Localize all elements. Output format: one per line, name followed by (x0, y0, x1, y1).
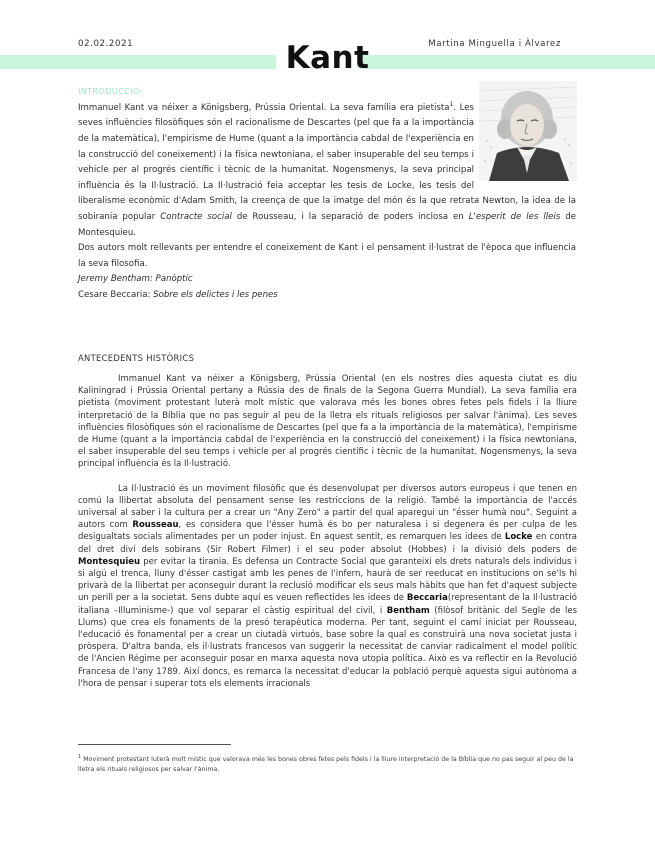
intro-section (78, 97, 576, 304)
p2-text-a: La Il·lustració és un moviment filosòfic que és desenvolupat per diversos autors europeus i que tenen en comú la llibertat absoluta del pensament sense les restriccions de la religió. També la importància de l'accés universal al saber i la cultura per a crear un "Any Zero" a partir del qual aparegui un "ésser humà nou". Seguint a autors com (78, 483, 577, 531)
ref2-author: Cesare Beccaria: (78, 289, 154, 300)
ref2-work: Sobre els delictes i les penes (153, 289, 278, 300)
intro-p2: Dos autors molt rellevants per entendre el coneixement de Kant i el pensament il·lustrat de l'època que influencia la seva filosofia. (78, 243, 576, 269)
footnote-divider (78, 744, 231, 745)
p2-text-f: (filòsof britànic del Segle de les Llums) que crea els fonaments de la presó terapèutica moderna. Per tant, seguint el camí iniciat per Rousseau, l'educació és fonamental per a crear un ciutadà virtuós, base sobre la qual es construirà una nova societat justa i pròspera. D'altra banda, els il·lustrats francesos van suggerir la necessitat de canviar radicalment el model polític de l'Ancien Régime per aconseguir posar en marxa aquesta nova utopia política. Això es va reflectir en la Revolució Francesa de l'any 1789. Així doncs, es remarca la necessitat d'educar la població perquè aquesta sigui autònoma a l'hora de pensar i superar tots els elements irracionals (78, 605, 578, 689)
intro-heading: INTRODUCCIÓ: (78, 86, 143, 96)
p2-text-d: per evitar la tirania. Es defensa un Contracte Social que garanteixi els drets naturals dels individus i si algú el trenca, lluny d'ésser castigat amb les penes de l'infern, haurà de ser reeducat en institucions on se'ls hi privarà de la llibertat per aconseguir durant la reclusió modificar els seus mals hàbits que han fet d'aquest subjecte un perill per a la societat. Sens dubte aquí es veuen reflectides les idees de (78, 556, 577, 604)
reference-bentham (78, 272, 576, 288)
document-author: Martina Minguella i Àlvarez (428, 39, 561, 49)
page-title: Kant (285, 40, 370, 76)
intro-p1-a: Immanuel Kant va néixer a Königsberg, Prússia Oriental. La seva família era pietista (78, 102, 450, 113)
ref1-author: Jeremy Bentham: (78, 274, 156, 285)
p2-text-e: (representant de la Il·lustració italiana –Illuminisme-) que vol separar el càstig espiritual del civil, i (78, 593, 577, 616)
antecedents-p1: Immanuel Kant va néixer a Königsberg, Prússia Oriental (en els nostres dies aquesta ciutat es diu Kaliningrad i Prússia Oriental pertany a Rússia des de finals de la Segona Guerra Mundial). La seva família era pietista (moviment protestant luterà molt místic que valorava més les bones obres fetes pels fidels i la lliure interpretació de la Bíblia que no pas seguir al peu de la lletra els rituals religiosos per salvar l'ànima). Les seves influències filosòfiques són el racionalisme de Descartes (pel que fa a la importància de la matemàtica), l'empirisme de Hume (quant a la importància cabdal de l'experiència en la construcció del coneixement) i la física newtoniana, el saber insuperable del seu temps i vehicle per al progrés científic i tècnic de la humanitat. Nogensmenys, la seva principal influència és la Il·lustració. (78, 374, 577, 470)
name-bentham: Bentham (386, 605, 430, 616)
esperit-lleis-title: L'esperit de les lleis (468, 212, 561, 223)
antecedents-section (78, 373, 577, 702)
name-montesquieu: Montesquieu (78, 556, 141, 567)
name-rousseau: Rousseau (132, 520, 179, 531)
footnote-ref[interactable]: 1 (449, 101, 454, 108)
portrait-space (474, 97, 576, 183)
contracte-social-title: Contracte social (160, 212, 232, 223)
footnote-mark: 1 (78, 754, 82, 760)
document-date: 02.02.2021 (78, 39, 134, 49)
intro-p1-c: de Rousseau, i la separació de poders inclosa en (231, 212, 469, 223)
p2-text-b: , es considera que l'ésser humà és bo per naturalesa i si degenera és per culpa de les desigualtats socials alimentades per un poder injust. En aquest sentit, es remarquen les idees de (78, 520, 577, 543)
footnote (78, 752, 577, 775)
antecedents-heading: ANTECEDENTS HISTÒRICS (78, 353, 195, 363)
ref1-work: Panòptic (155, 274, 193, 285)
name-locke: Locke (504, 532, 533, 543)
intro-p1-d: de Montesquieu. (78, 212, 577, 238)
reference-beccaria (78, 288, 576, 304)
footnote-text: Moviment protestant luterà molt místic que valorava més les bones obres fetes pels fidels i la lliure interpretació de la Bíblia que no pas seguir al peu de la lletra els rituals religiosos per salvar l'ànima. (78, 756, 574, 774)
name-beccaria: Beccaria (406, 593, 448, 604)
intro-p1-b: . Les seves influències filosòfiques són el racionalisme de Descartes (pel que fa a la importància de la matemàtica), l'empirisme de Hume (quant a la importància cabdal de l'experiència en la construcció del coneixement) i la física newtoniana, el saber insuperable del seu temps i vehicle per al progrés científic i tècnic de la humanitat. Nogensmenys, la seva principal influència és la Il·lustració. La Il·lustració feia acceptar les tesis de Locke, les tesis del liberalisme econòmic d'Adam Smith, la creença de que la imatge del món és la que retrata Newton, la idea de la sobirania popular (78, 102, 576, 223)
antecedents-p2 (78, 483, 577, 690)
p2-text-c: en contra del dret diví dels sobirans (Sir Robert Filmer) i el seu poder absolut (Hobbes) i la divisió dels poders de (78, 532, 577, 555)
